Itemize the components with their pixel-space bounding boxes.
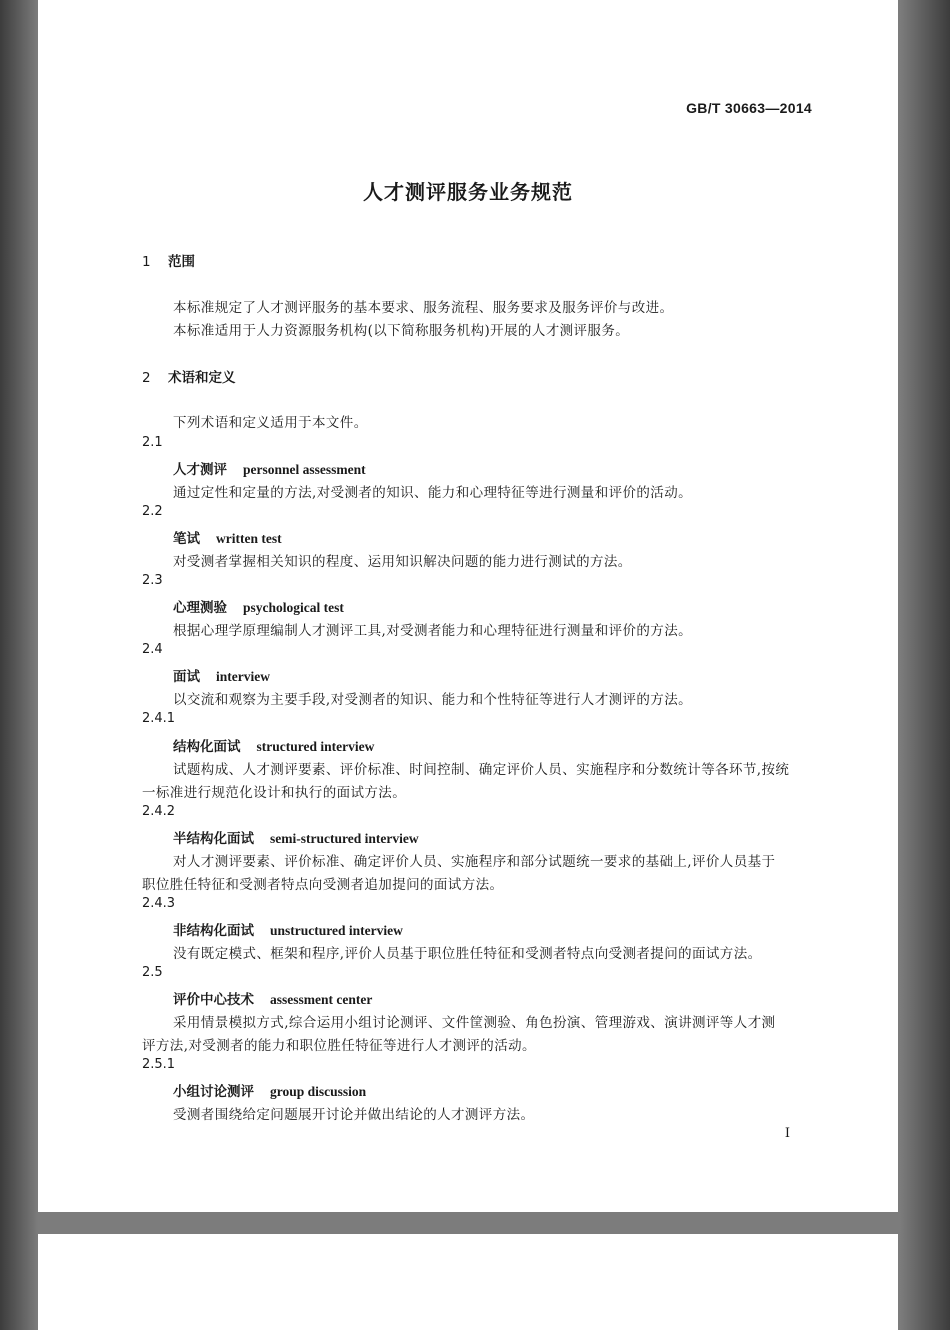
term-english: assessment center (270, 992, 373, 1007)
section-2-intro: 下列术语和定义适用于本文件。 (173, 415, 368, 431)
clause-number: 2.4.1 (142, 711, 176, 726)
section-1-heading (142, 250, 195, 270)
term-heading (173, 735, 374, 755)
term-english: group discussion (270, 1084, 367, 1099)
clause-number: 2.1 (142, 435, 163, 450)
term-definition: 没有既定模式、框架和程序,评价人员基于职位胜任特征和受测者特点向受测者提问的面试方法。 (173, 946, 762, 962)
section-2-title: 术语和定义 (168, 370, 236, 386)
term-chinese: 半结构化面试 (173, 831, 254, 847)
clause-number: 2.5 (142, 965, 163, 980)
term-chinese: 面试 (173, 669, 200, 685)
term-definition: 对受测者掌握相关知识的程度、运用知识解决问题的能力进行测试的方法。 (173, 554, 632, 570)
term-chinese: 小组讨论测评 (173, 1084, 254, 1100)
document-page (38, 0, 898, 1212)
term-definition-continued: 一标准进行规范化设计和执行的面试方法。 (142, 785, 407, 801)
clause-number: 2.4.3 (142, 896, 176, 911)
term-definition: 根据心理学原理编制人才测评工具,对受测者能力和心理特征进行测量和评价的方法。 (173, 623, 692, 639)
term-english: unstructured interview (270, 923, 403, 938)
term-definition: 试题构成、人才测评要素、评价标准、时间控制、确定评价人员、实施程序和分数统计等各环节,按统 (173, 762, 790, 778)
term-heading (173, 919, 403, 939)
clause-number: 2.4 (142, 642, 163, 657)
term-english: written test (216, 531, 282, 546)
section-1-paragraph: 本标准适用于人力资源服务机构(以下简称服务机构)开展的人才测评服务。 (173, 323, 630, 339)
document-title: 人才测评服务业务规范 (363, 180, 573, 204)
term-english: interview (216, 669, 270, 684)
term-heading (173, 527, 282, 547)
term-heading (173, 665, 270, 685)
clause-number: 2.3 (142, 573, 163, 588)
term-definition: 采用情景模拟方式,综合运用小组讨论测评、文件筐测验、角色扮演、管理游戏、演讲测评等人才测 (173, 1015, 776, 1031)
term-definition: 对人才测评要素、评价标准、确定评价人员、实施程序和部分试题统一要求的基础上,评价人员基于 (173, 854, 776, 870)
section-1-paragraph: 本标准规定了人才测评服务的基本要求、服务流程、服务要求及服务评价与改进。 (173, 300, 674, 316)
section-1-number: 1 (142, 254, 151, 270)
term-heading (173, 458, 366, 478)
term-chinese: 评价中心技术 (173, 992, 254, 1008)
next-page-preview (38, 1234, 898, 1330)
term-definition: 受测者围绕给定问题展开讨论并做出结论的人才测评方法。 (173, 1107, 535, 1123)
term-heading (173, 827, 419, 847)
term-definition: 通过定性和定量的方法,对受测者的知识、能力和心理特征等进行测量和评价的活动。 (173, 485, 692, 501)
term-heading (173, 596, 344, 616)
term-chinese: 非结构化面试 (173, 923, 254, 939)
section-1-title: 范围 (168, 254, 195, 270)
clause-number: 2.2 (142, 504, 163, 519)
term-english: personnel assessment (243, 462, 366, 477)
term-definition: 以交流和观察为主要手段,对受测者的知识、能力和个性特征等进行人才测评的方法。 (173, 692, 692, 708)
term-chinese: 心理测验 (173, 600, 227, 616)
term-english: psychological test (243, 600, 344, 615)
term-english: semi-structured interview (270, 831, 419, 846)
term-chinese: 结构化面试 (173, 739, 241, 755)
section-2-number: 2 (142, 370, 151, 386)
standard-code: GB/T 30663—2014 (686, 100, 812, 116)
clause-number: 2.4.2 (142, 804, 176, 819)
term-heading (173, 988, 372, 1008)
term-english: structured interview (256, 739, 375, 754)
clause-number: 2.5.1 (142, 1057, 176, 1072)
term-chinese: 人才测评 (173, 462, 227, 478)
term-heading (173, 1080, 366, 1100)
term-definition-continued: 评方法,对受测者的能力和职位胜任特征等进行人才测评的活动。 (142, 1038, 536, 1054)
term-chinese: 笔试 (173, 531, 200, 547)
page-number: I (784, 1126, 790, 1141)
section-2-heading (142, 366, 236, 386)
term-definition-continued: 职位胜任特征和受测者特点向受测者追加提问的面试方法。 (142, 877, 504, 893)
